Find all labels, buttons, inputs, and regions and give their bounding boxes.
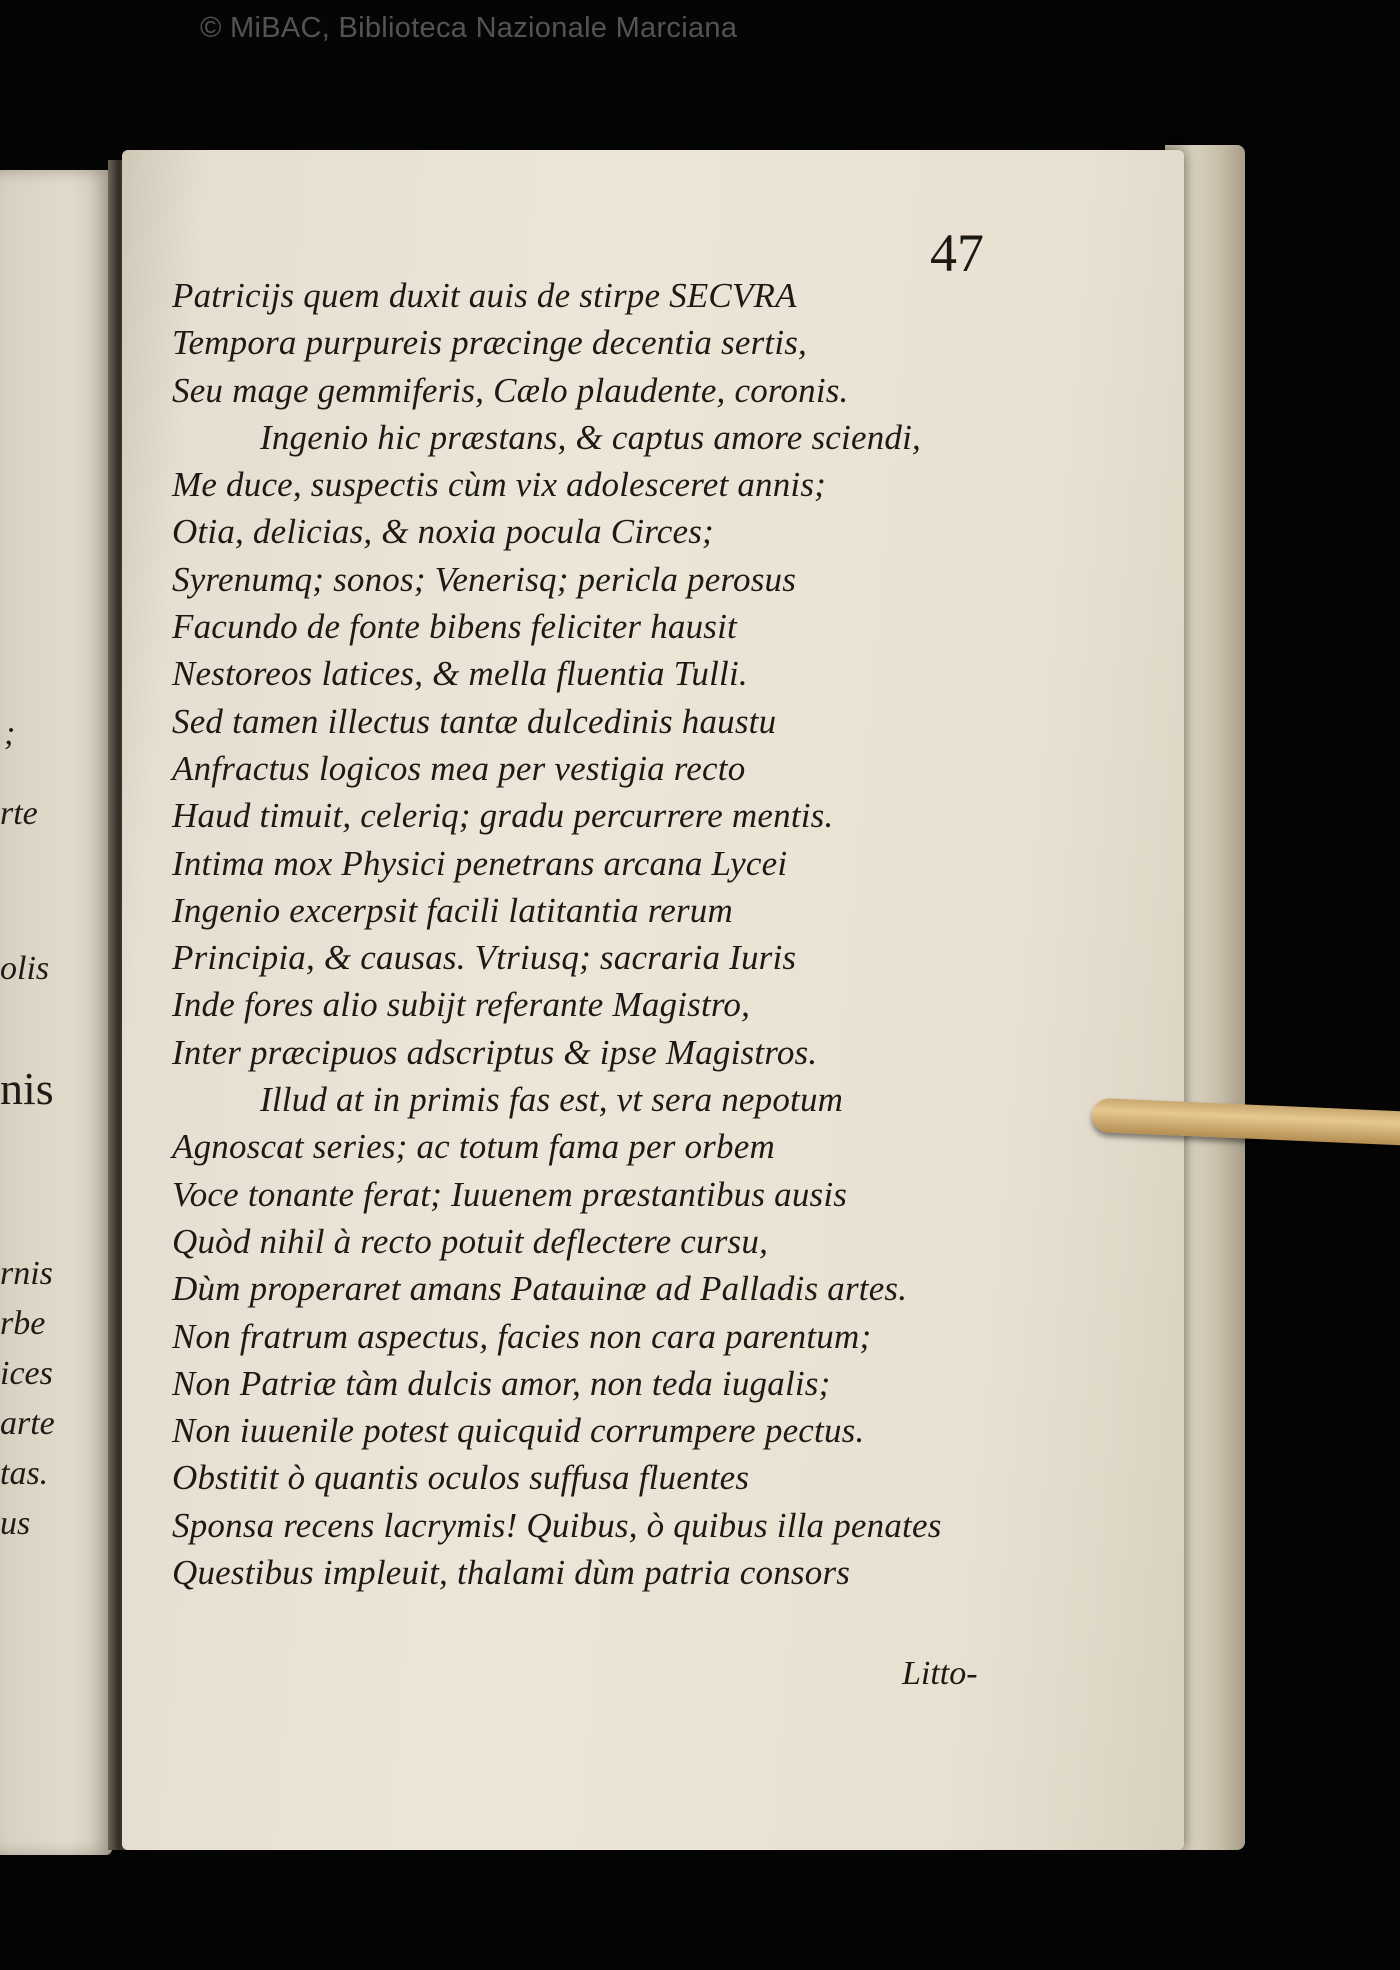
verse-text [172,272,1102,1596]
left-page-fragment: rte [0,795,38,832]
left-page-fragment: ices [0,1355,53,1392]
verse-line: Syrenumq; sonos; Venerisq; pericla perosus [172,559,797,599]
verse-line: Sponsa recens lacrymis! Quibus, ò quibus illa penates [172,1505,942,1545]
verse-line: Inde fores alio subijt referante Magistro, [172,985,751,1025]
left-page-fragment: us [0,1505,31,1542]
left-page-fragment: ; [4,715,16,752]
verse-line: Dùm properaret amans Patauinæ ad Palladis artes. [172,1269,908,1309]
page-number: 47 [930,223,984,283]
verse-line: Intima mox Physici penetrans arcana Lycei [172,843,788,883]
verse-line: Quòd nihil à recto potuit deflectere cursu, [172,1221,769,1261]
verse-line: Nestoreos latices, & mella fluentia Tulli. [172,654,748,694]
left-page-fragment: nis [0,1063,54,1114]
verse-line: Principia, & causas. Vtriusq; sacraria Iuris [172,938,797,978]
verse-line: Anfractus logicos mea per vestigia recto [172,748,746,788]
verse-line: Otia, delicias, & noxia pocula Circes; [172,512,714,552]
left-page-fragment: rbe [0,1305,46,1342]
verse-line: Tempora purpureis præcinge decentia sertis, [172,323,808,363]
verse-line: Illud at in primis fas est, vt sera nepotum [260,1080,844,1120]
left-page-fragment: tas. [0,1455,49,1492]
verse-line: Ingenio excerpsit facili latitantia rerum [172,890,733,930]
verse-line: Non fratrum aspectus, facies non cara parentum; [172,1316,872,1356]
book-page [122,150,1184,1850]
verse-line: Seu mage gemmiferis, Cælo plaudente, coronis. [172,370,849,410]
verse-line: Me duce, suspectis cùm vix adolesceret annis; [172,465,827,505]
left-page-fragment: arte [0,1405,55,1442]
verse-line: Ingenio hic præstans, & captus amore sciendi, [260,417,921,457]
verse-line: Questibus impleuit, thalami dùm patria consors [172,1553,851,1593]
verse-line: Patricijs quem duxit auis de stirpe SECVRA [172,276,797,315]
left-page-fragment: rnis [0,1255,53,1292]
copyright-watermark: © MiBAC, Biblioteca Nazionale Marciana [200,12,738,44]
verse-line: Inter præcipuos adscriptus & ipse Magistros. [172,1032,818,1072]
verse-line: Obstitit ò quantis oculos suffusa fluentes [172,1458,750,1498]
verse-line: Facundo de fonte bibens feliciter hausit [172,607,737,647]
left-page-fragment: olis [0,950,50,987]
catchword: Litto- [902,1655,978,1692]
verse-line: Non iuuenile potest quicquid corrumpere pectus. [172,1411,865,1451]
verse-line: Haud timuit, celeriq; gradu percurrere mentis. [172,796,834,836]
verse-line: Agnoscat series; ac totum fama per orbem [172,1127,775,1167]
previous-page-fragment [0,170,112,1855]
verse-line: Sed tamen illectus tantæ dulcedinis haustu [172,701,777,741]
verse-line: Voce tonante ferat; Iuuenem præstantibus ausis [172,1174,848,1214]
verse-line: Non Patriæ tàm dulcis amor, non teda iugalis; [172,1363,831,1403]
